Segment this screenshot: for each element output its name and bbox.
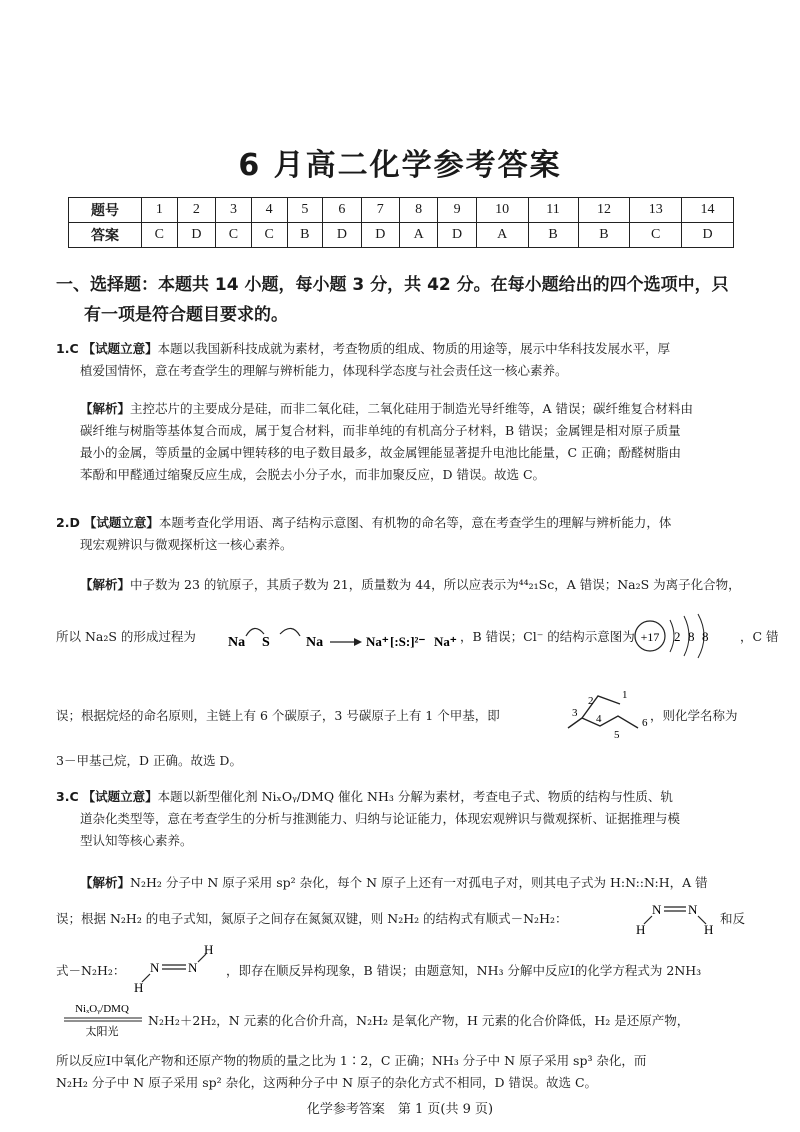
question-number: 8 (399, 198, 437, 223)
q1-analysis (56, 398, 750, 486)
q3-analysis-text: 误；根据 N₂H₂ 的电子式知，氮原子之间存在氮氮双键，则 N₂H₂ 的结构式有顺式－N₂H₂： (56, 911, 568, 926)
answer-cell: C (216, 223, 252, 248)
section-heading-line: 一、选择题：本题共 14 小题，每小题 3 分，共 42 分。在每小题给出的四个选项中，只 (56, 275, 729, 295)
question-number: 2 (177, 198, 215, 223)
q3-intent (56, 786, 746, 852)
q1-analysis-text: 主控芯片的主要成分是硅，而非二氧化硅，二氧化硅用于制造光导纤维等，A 错误；碳纤维复合材料由 (130, 401, 694, 416)
na2s-formation-equation (228, 614, 458, 658)
hydrogen-atom: H (204, 944, 214, 957)
nitrogen-atom: N (652, 902, 662, 917)
answer-row (69, 223, 734, 248)
q2-intent-tag: 【试题立意】 (83, 515, 159, 530)
q3-intent-text: 型认知等核心素养。 (80, 833, 193, 848)
question-number: 1 (142, 198, 178, 223)
page-title: 6 月高二化学参考答案 (238, 148, 562, 183)
reaction-arrowhead (354, 638, 362, 646)
carbon-number: 4 (596, 713, 602, 725)
q3-analysis-text: N₂H₂＋2H₂，N 元素的化合价升高，N₂H₂ 是氧化产物，H 元素的化合价降低，H₂ 是还原产物， (148, 1013, 690, 1028)
eq-product-sulfide-ion: [:S:]²⁻ (390, 634, 426, 649)
question-number: 7 (361, 198, 399, 223)
question-number: 5 (287, 198, 323, 223)
q3-analysis-a (56, 872, 750, 894)
methylhexane-skeletal-formula (560, 682, 660, 746)
answer-table (68, 197, 734, 248)
answer-cell: D (177, 223, 215, 248)
q2-analysis-b-post (740, 626, 800, 648)
q2-analysis-c-post (650, 705, 750, 727)
q2-analysis-text: 中子数为 23 的钪原子，其质子数为 21，质量数为 44，所以应表示为⁴⁴₂₁Sc，A 错误；Na₂S 为离子化合物， (130, 577, 741, 592)
q2-analysis-tag: 【解析】 (80, 577, 131, 592)
carbon-number: 6 (642, 717, 648, 729)
carbon-number: 3 (572, 707, 578, 719)
nitrogen-atom: N (188, 960, 198, 975)
light-condition-label: 太阳光 (85, 1026, 119, 1038)
answer-cell: B (528, 223, 578, 248)
carbon-number: 1 (622, 689, 628, 701)
electron-transfer-arrow (280, 628, 300, 636)
q2-analysis-text: 所以 Na₂S 的形成过程为 (56, 629, 196, 644)
nitrogen-atom: N (688, 902, 698, 917)
q2-analysis-a (56, 574, 750, 596)
question-number: 10 (476, 198, 528, 223)
methyl-branch-bond (568, 718, 582, 728)
q2-intent-text: 本题考查化学用语、离子结构示意图、有机物的命名等，意在考查学生的理解与辨析能力，体 (158, 515, 672, 530)
answer-cell: D (361, 223, 399, 248)
q3-analysis-text: N₂H₂ 分子中 N 原子采用 sp² 杂化，每个 N 原子上还有一对孤电子对，则其电子式为 H:N::N:H，A 错 (130, 875, 708, 890)
question-number: 9 (438, 198, 476, 223)
q1-number: 1.C (56, 341, 79, 356)
q2-number: 2.D (56, 515, 80, 530)
q2-analysis-d (56, 750, 746, 772)
section-heading-line: 有一项是符合题目要求的。 (84, 305, 288, 325)
q1-analysis-text: 最小的金属，等质量的金属中锂转移的电子数目最多，故金属锂能显著提升电池比能量，C 正确；酚醛树脂由 (80, 445, 682, 460)
answer-cell: C (142, 223, 178, 248)
row-label-number: 题号 (69, 198, 142, 223)
eq-sodium-atom: Na (306, 635, 324, 650)
answer-cell: D (682, 223, 734, 248)
hydrogen-atom: H (704, 922, 714, 936)
q3-analysis-text: N₂H₂ 分子中 N 原子采用 sp² 杂化，这两种分子中 N 原子的杂化方式不相同，D 错误。故选 C。 (56, 1075, 598, 1090)
q2-analysis-b-mid (460, 626, 660, 648)
q2-analysis-text: ，B 错误；Cl⁻ 的结构示意图为 (460, 629, 635, 644)
q1-analysis-text: 苯酚和甲醛通过缩聚反应生成，会脱去小分子水，而非加聚反应，D 错误。故选 C。 (80, 467, 546, 482)
q3-intent-text: 本题以新型催化剂 NiₓOᵧ/DMQ 催化 NH₃ 分解为素材，考查电子式、物质的结构与性质、轨 (157, 789, 673, 804)
q3-analysis-text: ，即存在顺反异构现象，B 错误；由题意知，NH₃ 分解中反应Ⅰ的化学方程式为 2NH₃ (226, 963, 702, 978)
question-number: 4 (251, 198, 287, 223)
q3-intent-text: 道杂化类型等，意在考查学生的分析与推测能力、归纳与论证能力，体现宏观辨识与微观探析、证据推理与模 (80, 811, 681, 826)
nitrogen-atom: N (150, 960, 160, 975)
answer-cell: D (323, 223, 361, 248)
q3-analysis-c-post (226, 960, 756, 982)
answer-cell: A (476, 223, 528, 248)
q1-intent-text: 本题以我国新科技成就为素材，考查物质的组成、物质的用途等，展示中华科技发展水平，厚 (157, 341, 671, 356)
question-number: 11 (528, 198, 578, 223)
q2-intent (56, 512, 746, 556)
eq-product-sodium-ion: Na⁺ (434, 634, 457, 649)
q1-analysis-tag: 【解析】 (80, 401, 131, 416)
q3-analysis-text: 所以反应Ⅰ中氧化产物和还原产物的物质的量之比为 1∶2，C 正确；NH₃ 分子中 N 原子采用 sp³ 杂化，而 (56, 1053, 647, 1068)
answer-cell: B (287, 223, 323, 248)
question-number: 12 (578, 198, 630, 223)
q2-analysis-text: ，C 错 (740, 629, 779, 644)
carbon-number: 2 (588, 695, 594, 707)
carbon-number: 5 (614, 729, 620, 741)
q1-analysis-text: 碳纤维与树脂等基体复合而成，属于复合材料，而非单纯的有机高分子材料，B 错误；金属锂是相对原子质量 (80, 423, 681, 438)
shell-electron-count: 8 (688, 629, 695, 644)
cis-n2h2-structure (636, 896, 720, 936)
question-number-row (69, 198, 734, 223)
question-number: 14 (682, 198, 734, 223)
q3-intent-tag: 【试题立意】 (82, 789, 158, 804)
nucleus-charge: +17 (640, 630, 660, 644)
shell-electron-count: 2 (674, 629, 681, 644)
page-footer: 化学参考答案 第 1 页(共 9 页) (306, 1102, 494, 1117)
carbon-chain-bond (582, 716, 638, 728)
q3-analysis-text: 和反 (720, 911, 746, 926)
eq-sulfur-atom: S (262, 635, 270, 650)
eq-product-sodium-ion: Na⁺ (366, 634, 389, 649)
reaction-condition-arrow (60, 1000, 150, 1040)
hydrogen-atom: H (636, 922, 646, 936)
answer-cell: B (578, 223, 630, 248)
q3-analysis-text: 式－N₂H₂： (56, 963, 126, 978)
q3-analysis-e (56, 1050, 746, 1094)
answer-cell: C (630, 223, 682, 248)
shell-electron-count: 8 (702, 629, 709, 644)
eq-sodium-atom: Na (228, 635, 246, 650)
row-label-answer: 答案 (69, 223, 142, 248)
q2-analysis-text: ，则化学名称为 (650, 708, 738, 723)
q2-intent-text: 现宏观辨识与微观探析这一核心素养。 (80, 537, 293, 552)
trans-n2h2-structure (132, 944, 224, 994)
question-number: 13 (630, 198, 682, 223)
hydrogen-atom: H (134, 980, 144, 994)
question-number: 3 (216, 198, 252, 223)
q1-intent-tag: 【试题立意】 (82, 341, 158, 356)
q1-intent-text: 植爱国情怀，意在考查学生的理解与辨析能力，体现科学态度与社会责任这一核心素养。 (80, 363, 568, 378)
catalyst-label: NiₓOᵧ/DMQ (75, 1003, 129, 1015)
answer-cell: D (438, 223, 476, 248)
chloride-ion-structure-diagram (632, 610, 742, 662)
answer-cell: A (399, 223, 437, 248)
question-number: 6 (323, 198, 361, 223)
q3-analysis-d (148, 1010, 748, 1032)
q3-analysis-tag: 【解析】 (80, 875, 131, 890)
q2-analysis-text: 3－甲基己烷，D 正确。故选 D。 (56, 753, 242, 768)
q3-number: 3.C (56, 789, 79, 804)
section-heading (56, 270, 756, 330)
q3-analysis-b-post (720, 908, 760, 930)
q1-intent (56, 338, 746, 382)
q2-analysis-text: 误；根据烷烃的命名原则，主链上有 6 个碳原子，3 号碳原子上有 1 个甲基，即 (56, 708, 500, 723)
answer-cell: C (251, 223, 287, 248)
